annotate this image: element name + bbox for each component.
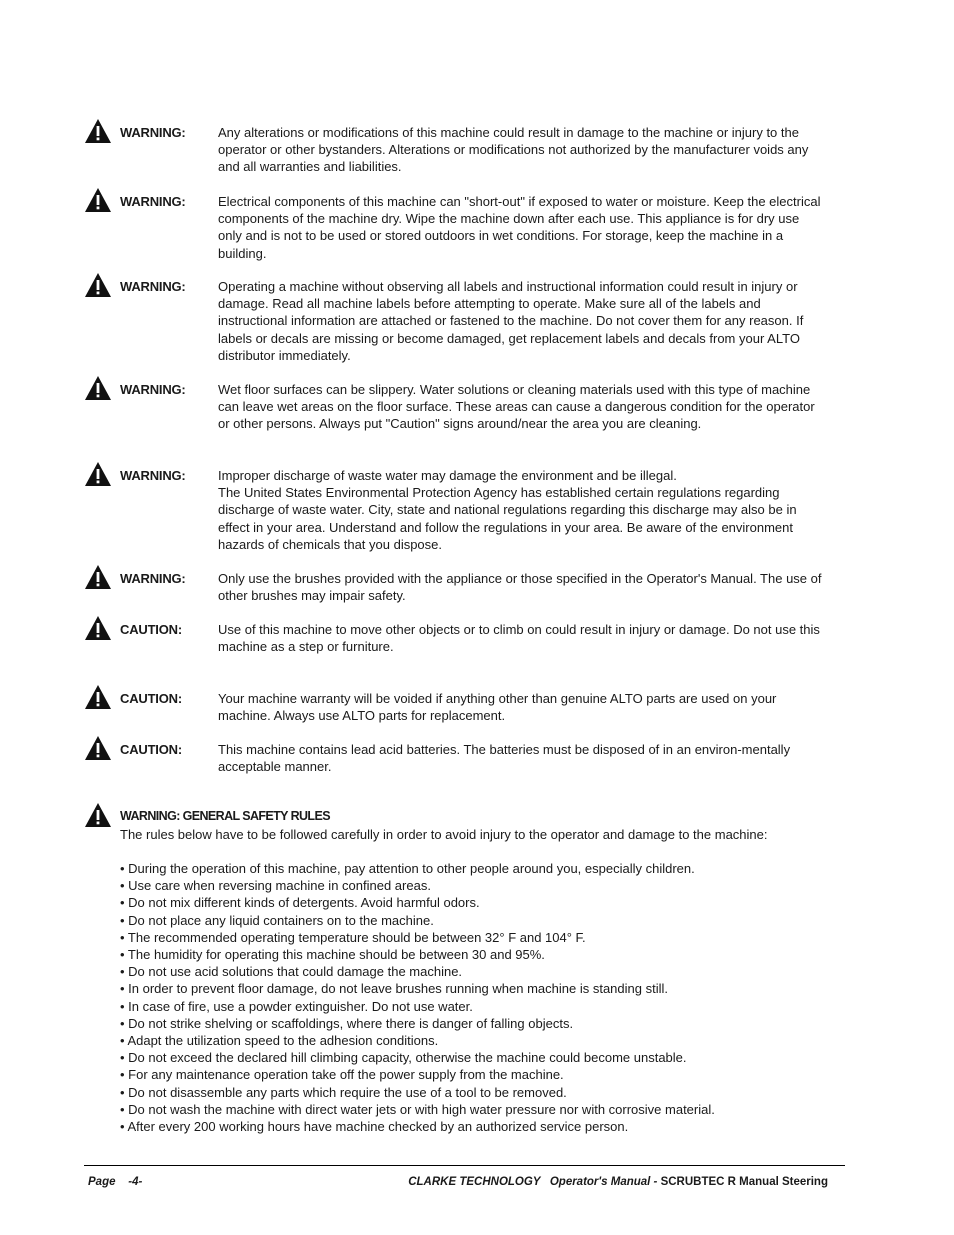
list-item: • The recommended operating temperature should be between 32° F and 104° F.: [120, 929, 586, 945]
warning-triangle-icon: [84, 564, 112, 590]
entry-label: WARNING:: [120, 468, 186, 483]
entry-text: Any alterations or modifications of this machine could result in damage to the machine or injury to the operator or other bystanders. Alterations or modifications not authorized by the manufacturer voids any and all warranties and liabilities.: [218, 125, 809, 175]
list-item: • In order to prevent floor damage, do not leave brushes running when machine is standing still.: [120, 981, 668, 997]
rules-list: [120, 860, 820, 1135]
warning-triangle-icon: [84, 735, 112, 761]
entry-text: Your machine warranty will be voided if anything other than genuine ALTO parts are used on your machine. Always use ALTO parts for replacement.: [218, 691, 777, 724]
warning-triangle-icon: [84, 272, 112, 298]
warning-triangle-icon: [84, 615, 112, 641]
entry-label: WARNING:: [120, 194, 186, 209]
warning-triangle-icon: [84, 187, 112, 213]
list-item: • Use care when reversing machine in confined areas.: [120, 878, 431, 894]
list-item: • Do not strike shelving or scaffoldings, where there is danger of falling objects.: [120, 1015, 574, 1031]
list-item: • For any maintenance operation take off the power supply from the machine.: [120, 1067, 564, 1083]
footer-product: SCRUBTEC R Manual Steering: [660, 1176, 828, 1188]
entry-label: WARNING:: [120, 382, 186, 397]
entry-text: Use of this machine to move other objects or to climb on could result in injury or damage. Do not use this machine as a step or furniture.: [218, 622, 820, 655]
list-item: • Do not use acid solutions that could damage the machine.: [120, 964, 463, 980]
footer-title: [408, 1176, 828, 1188]
entry-text: Improper discharge of waste water may damage the environment and be illegal. The United States Environmental Protection Agency has established certain regulations regarding discharge of waste water. City, state and national regulations regarding this discharge may also be in effect in your area. Understand and follow the regulations in your area. Be aware of the environment hazards of chemicals that you dispose.: [218, 468, 797, 552]
warning-triangle-icon: [84, 684, 112, 710]
list-item: • During the operation of this machine, pay attention to other people around you, especially children.: [120, 861, 695, 876]
page-number: Page -4-: [88, 1176, 143, 1188]
general-rules-title: WARNING: GENERAL SAFETY RULES: [120, 809, 330, 823]
list-item: • Do not wash the machine with direct water jets or with high water pressure nor with corrosive material.: [120, 1101, 715, 1117]
list-item: • After every 200 working hours have machine checked by an authorized service person.: [120, 1119, 629, 1135]
entry-label: CAUTION:: [120, 742, 182, 757]
entry-label: WARNING:: [120, 571, 186, 586]
warning-triangle-icon: [84, 802, 112, 828]
list-item: • Do not exceed the declared hill climbing capacity, otherwise the machine could become unstable.: [120, 1050, 687, 1066]
entry-label: WARNING:: [120, 125, 186, 140]
general-rules-intro: The rules below have to be followed carefully in order to avoid injury to the operator and damage to the machine:: [120, 827, 768, 842]
warning-triangle-icon: [84, 118, 112, 144]
entry-text: This machine contains lead acid batteries. The batteries must be disposed of in an environ-mentally acceptable manner.: [218, 742, 791, 775]
list-item: • Do not mix different kinds of detergents. Avoid harmful odors.: [120, 895, 480, 911]
entry-text: Operating a machine without observing all labels and instructional information could result in injury or damage. Read all machine labels before attempting to operate. Make sure all of the labels and instructional information are attached or fastened to the machine. Do not cover them for any reason. If labels or decals are missing or become damaged, get replacement labels and decals from your ALTO distributor immediately.: [218, 279, 804, 363]
list-item: • Do not disassemble any parts which require the use of a tool to be removed.: [120, 1084, 567, 1100]
entry-text: Only use the brushes provided with the appliance or those specified in the Operator's Manual. The use of other brushes may impair safety.: [218, 571, 822, 604]
footer-manual: CLARKE TECHNOLOGY Operator's Manual -: [408, 1176, 661, 1188]
list-item: • Do not place any liquid containers on to the machine.: [120, 912, 434, 928]
warning-triangle-icon: [84, 461, 112, 487]
list-item: • Adapt the utilization speed to the adhesion conditions.: [120, 1033, 439, 1049]
entry-label: CAUTION:: [120, 691, 182, 706]
footer-divider: [84, 1165, 845, 1166]
entry-text: Wet floor surfaces can be slippery. Water solutions or cleaning materials used with this type of machine can leave wet areas on the floor surface. These areas can cause a dangerous condition for the operator or other persons. Always put "Caution" signs around/near the area you are cleaning.: [218, 382, 815, 432]
entry-text: Electrical components of this machine can "short-out" if exposed to water or moisture. Keep the electrical components of the machine dry. Wipe the machine down after each use. This appliance is for dry use only and is not to be used or stored outdoors in wet conditions. For storage, keep the machine in a building.: [218, 194, 821, 261]
entry-label: WARNING:: [120, 279, 186, 294]
entry-label: CAUTION:: [120, 622, 182, 637]
warning-triangle-icon: [84, 375, 112, 401]
list-item: • In case of fire, use a powder extinguisher. Do not use water.: [120, 998, 473, 1014]
list-item: • The humidity for operating this machine should be between 30 and 95%.: [120, 947, 545, 963]
